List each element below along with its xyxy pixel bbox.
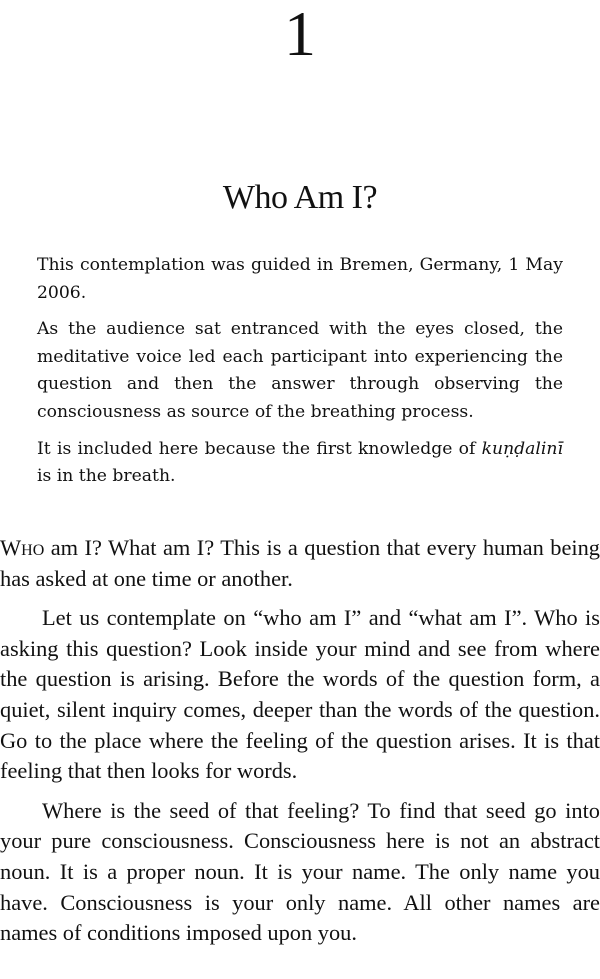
intro-paragraph-3: [37, 436, 563, 491]
kundalini-term: kuṇḍalinī: [481, 438, 563, 459]
intro-paragraph-1: This contemplation was guided in Bremen, Germany, 1 May 2006.: [37, 255, 563, 303]
chapter-intro: [37, 252, 563, 500]
body-paragraph-3: Where is the seed of that feeling? To find that seed go into your pure consciousness. Consciousness here is not an abstract noun. It is a proper noun. It is your name. The only name you have. Consciousness is your only name. All other names are names of conditions imposed upon you.: [0, 797, 600, 946]
chapter-body: [0, 533, 600, 958]
body-paragraph-1: [0, 533, 600, 594]
opening-word: Who: [0, 535, 45, 560]
intro-paragraph-3-text-a: It is included here because the first knowledge of: [37, 438, 482, 459]
chapter-number: 1: [284, 0, 316, 69]
body-paragraph-1-text: am I? What am I? This is a question that every human being has asked at one time or another.: [0, 535, 600, 591]
chapter-title: Who Am I?: [222, 179, 378, 216]
intro-paragraph-2: As the audience sat entranced with the eyes closed, the meditative voice led each participant into experiencing the question and then the answer through observing the consciousness as source of the breathing process.: [37, 319, 563, 422]
body-paragraph-2: Let us contemplate on “who am I” and “what am I”. Who is asking this question? Look inside your mind and see from where the question is arising. Before the words of the question form, a quiet, silent inquiry comes, deeper than the words of the question. Go to the place where the feeling of the question arises. It is that feeling that then looks for words.: [0, 605, 600, 784]
intro-paragraph-3-text-b: is in the breath.: [37, 466, 176, 487]
